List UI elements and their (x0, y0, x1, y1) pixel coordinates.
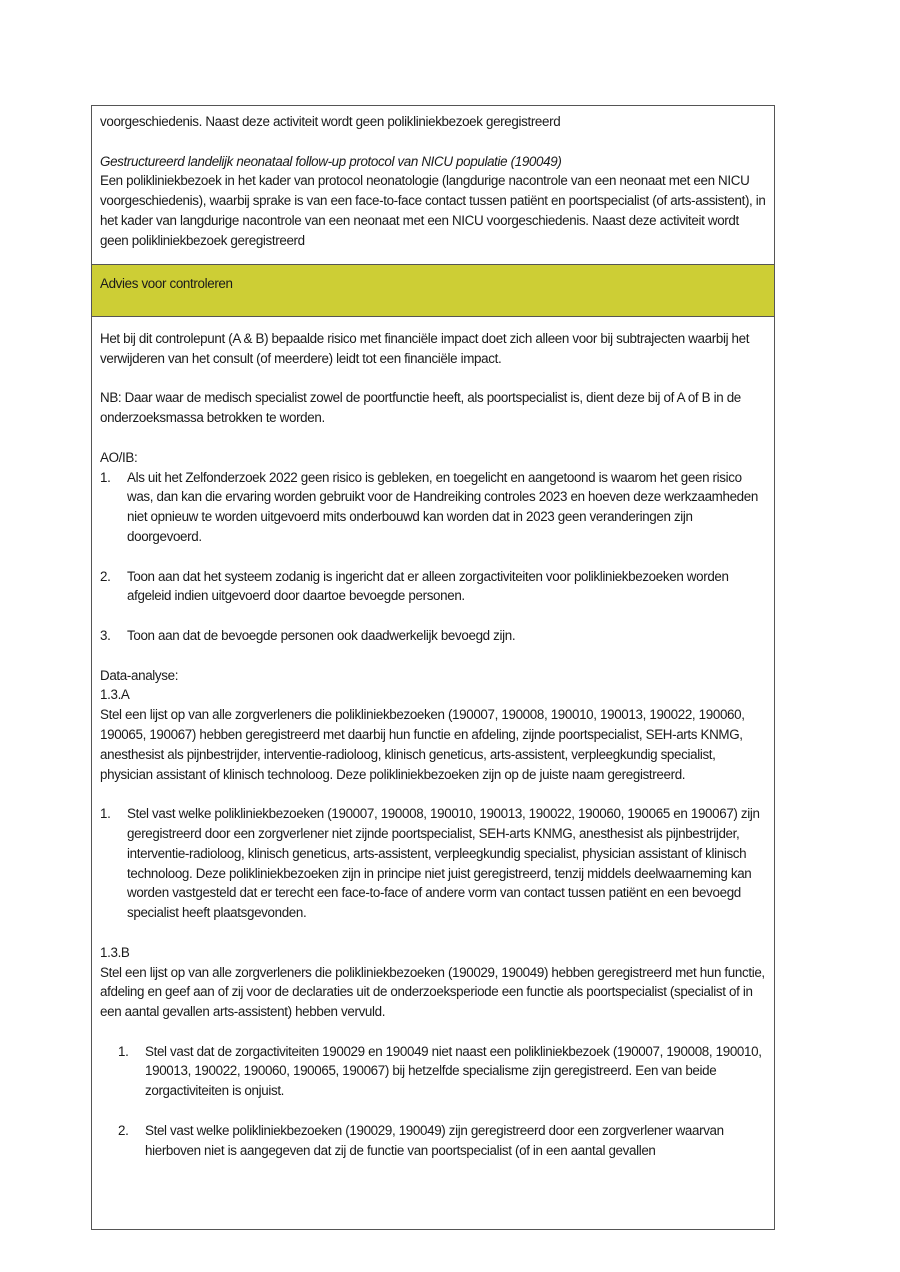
continued-text: voorgeschiedenis. Naast deze activiteit wordt geen polikliniekbezoek geregistreerd (100, 114, 561, 129)
section-1-3-a-title: 1.3.A (100, 687, 130, 703)
aoib-item: 2. Toon aan dat het systeem zodanig is ingericht dat er alleen zorgactiviteiten voor polikliniekbezoeken worden afgeleid indien uitgevoerd door daartoe bevoegde personen. (100, 568, 729, 604)
protocol-body: Een polikliniekbezoek in het kader van protocol neonatologie (langdurige nacontrole van een neonaat met een NICU voorgeschiedenis), waarbij sprake is van een face-to-face contact tussen patiënt en poortspecialist (of arts-assistent), in het kader van langdurige nacontrole van een neonaat met een NICU voorgeschiedenis. Naast deze activiteit wordt geen polikliniekbezoek geregistreerd (100, 173, 766, 248)
section-b-item: 1. Stel vast dat de zorgactiviteiten 190029 en 190049 niet naast een polikliniekbezoek (190007, 190008, 190010, 190013, 190022, 190060, 190065, 190067) bij hetzelfde specialisme zijn geregistreerd. Een van beide zorgactiviteiten is onjuist. (118, 1043, 762, 1099)
protocol-description-cell (92, 106, 774, 265)
aoib-item: 3. Toon aan dat de bevoegde personen ook daadwerkelijk bevoegd zijn. (100, 627, 516, 643)
section-a-item: 1. Stel vast welke polikliniekbezoeken (190007, 190008, 190010, 190013, 190022, 190060, 190065 en 190067) zijn geregistreerd door een zorgverlener niet zijnde poortspecialist, SEH-arts KNMG, anesthesist als pijnbestrijder, interventie-radioloog, klinisch geneticus, arts-assistent, verpleegkundig specialist, physician assistant of klinisch technoloog. Deze polikliniekbezoeken zijn in principe niet juist geregistreerd, tenzij middels deelwaarneming kan worden vastgesteld dat er terecht een face-to-face of andere vorm van contact tussen patiënt en een bevoegd specialist heeft plaatsgevonden. (100, 806, 760, 921)
section-1-3-b-text: Stel een lijst op van alle zorgverleners die polikliniekbezoeken (190029, 190049) hebben geregistreerd met hun functie, afdeling en geef aan of zij voor de declaraties uit de onderzoeksperiode een functie als poortspecialist (specialist of in een aantal gevallen arts-assistent) hebben vervuld. (100, 964, 765, 1020)
advies-intro: Het bij dit controlepunt (A & B) bepaalde risico met financiële impact doet zich alleen voor bij subtrajecten waarbij het verwijderen van het consult (of meerdere) leidt tot een financiële impact. (100, 331, 750, 366)
section-header (92, 265, 774, 317)
advies-nb: NB: Daar waar de medisch specialist zowel de poortfunctie heeft, als poortspecialist is, dient deze bij of A of B in de onderzoeksmassa betrokken te worden. (100, 390, 741, 426)
section-b-item: 2. Stel vast welke polikliniekbezoeken (190029, 190049) zijn geregistreerd door een zorgverlener waarvan hierboven niet is aangegeven dat zij de functie van poortspecialist (of in een aantal gevallen (118, 1122, 724, 1158)
section-1-3-a-text: Stel een lijst op van alle zorgverleners die polikliniekbezoeken (190007, 190008, 190010, 190013, 190022, 190060, 190065, 190067) hebben geregistreerd met daarbij hun functie en afdeling, zijnde poortspecialist, SEH-arts KNMG, anesthesist als pijnbestrijder, interventie-radioloog, klinisch geneticus, arts-assistent, verpleegkundig specialist, physician assistant of klinisch technoloog. Deze polikliniekbezoeken zijn op de juiste naam geregistreerd. (100, 707, 745, 782)
advies-cell (92, 317, 774, 1229)
aoib-title: AO/IB: (100, 449, 138, 465)
protocol-subtitle: Gestructureerd landelijk neonataal follow-up protocol van NICU populatie (190049) (100, 153, 562, 169)
data-analyse-title: Data-analyse: (100, 667, 179, 683)
aoib-item: 1. Als uit het Zelfonderzoek 2022 geen risico is gebleken, en toegelicht en aangetoond is waarom het geen risico was, dan kan die ervaring worden gebruikt voor de Handreiking controles 2023 en hoeven deze werkzaamheden niet opnieuw te worden uitgevoerd mits onderbouwd kan worden dat in 2023 geen veranderingen zijn doorgevoerd. (100, 469, 758, 544)
section-header-title: Advies voor controleren (100, 276, 233, 291)
section-1-3-b-title: 1.3.B (100, 944, 130, 960)
document-table (91, 105, 775, 1230)
